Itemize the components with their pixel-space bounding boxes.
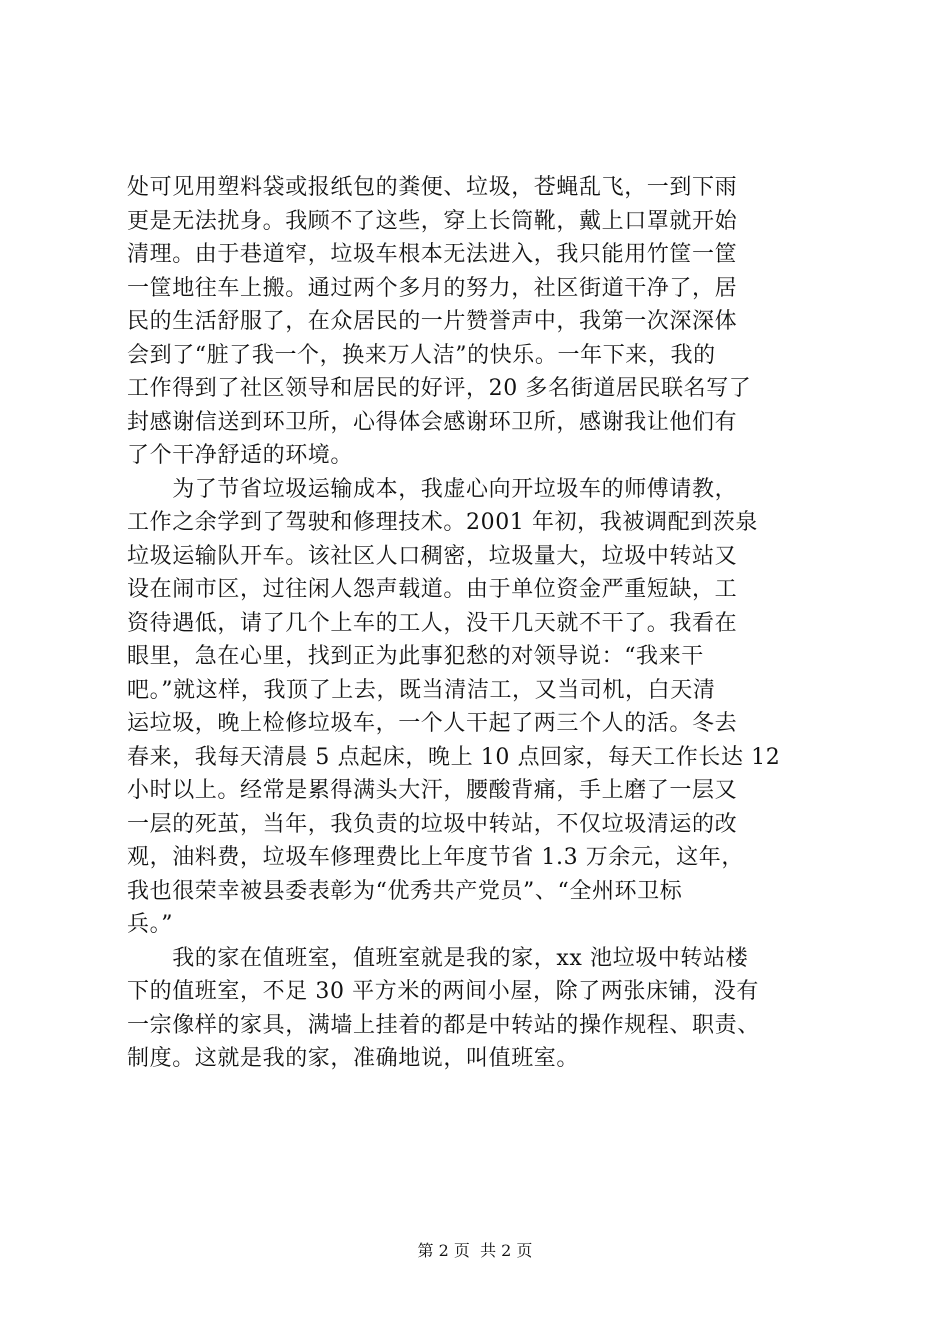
- text-line: 更是无法扰身。我顾不了这些，穿上长筒靴，戴上口罩就开始: [127, 208, 738, 234]
- paragraph-start-line: 我的家在值班室，值班室就是我的家，xx 池垃圾中转站楼: [127, 945, 749, 971]
- text-line: 小时以上。经常是累得满头大汗，腰酸背痛，手上磨了一层又: [127, 778, 738, 803]
- text-line: 我也很荣幸被县委表彰为“优秀共产党员”、“全州环卫标: [127, 878, 683, 904]
- document-body: [127, 171, 847, 1076]
- text-line: 处可见用塑料袋或报纸包的粪便、垃圾，苍蝇乱飞，一到下雨: [127, 175, 738, 200]
- text-line: 一筐地往车上搬。通过两个多月的努力，社区街道干净了，居: [127, 275, 738, 301]
- text-line: 工作得到了社区领导和居民的好评，20 多名街道居民联名写了: [127, 376, 752, 401]
- text-line: 工作之余学到了驾驶和修理技术。2001 年初，我被调配到茨泉: [127, 510, 758, 535]
- text-line: 运垃圾，晚上检修垃圾车，一个人干起了两三个人的活。冬去: [127, 711, 738, 736]
- text-line: 下的值班室，不足 30 平方米的两间小屋，除了两张床铺，没有: [127, 979, 759, 1004]
- page-number: 第 2 页 共 2 页: [417, 1241, 533, 1260]
- text-line: 一宗像样的家具，满墙上挂着的都是中转站的操作规程、职责、: [127, 1012, 760, 1038]
- text-line: 春来，我每天清晨 5 点起床，晚上 10 点回家，每天工作长达 12: [127, 744, 781, 770]
- text-line: 眼里，急在心里，找到正为此事犯愁的对领导说：“我来干: [127, 644, 704, 669]
- text-line: 了个干净舒适的环境。: [127, 443, 354, 468]
- text-line: 清理。由于巷道窄，垃圾车根本无法进入，我只能用竹筐一筐: [127, 242, 738, 267]
- text-line: 民的生活舒服了，在众居民的一片赞誉声中，我第一次深深体: [127, 309, 738, 334]
- text-line: 垃圾运输队开车。该社区人口稠密，垃圾量大，垃圾中转站又: [127, 543, 738, 569]
- text-line: 吧。”就这样，我顶了上去，既当清洁工，又当司机，白天清: [127, 677, 716, 703]
- text-line: 观，油料费，垃圾车修理费比上年度节省 1.3 万余元，这年，: [127, 845, 744, 870]
- text-line: 制度。这就是我的家，准确地说，叫值班室。: [127, 1046, 580, 1071]
- text-line: 资待遇低，请了几个上车的工人，没干几天就不干了。我看在: [127, 610, 738, 636]
- paragraph-start-line: 为了节省垃圾运输成本，我虚心向开垃圾车的师傅请教，: [127, 476, 738, 502]
- text-line: 一层的死茧，当年，我负责的垃圾中转站，不仅垃圾清运的改: [127, 811, 738, 837]
- text-line: 会到了“脏了我一个，换来万人洁”的快乐。一年下来，我的: [127, 342, 716, 368]
- text-line: 设在闹市区，过往闲人怨声载道。由于单位资金严重短缺，工: [127, 577, 738, 602]
- text-line: 兵。”: [127, 912, 174, 937]
- text-line: 封感谢信送到环卫所，心得体会感谢环卫所，感谢我让他们有: [127, 409, 738, 435]
